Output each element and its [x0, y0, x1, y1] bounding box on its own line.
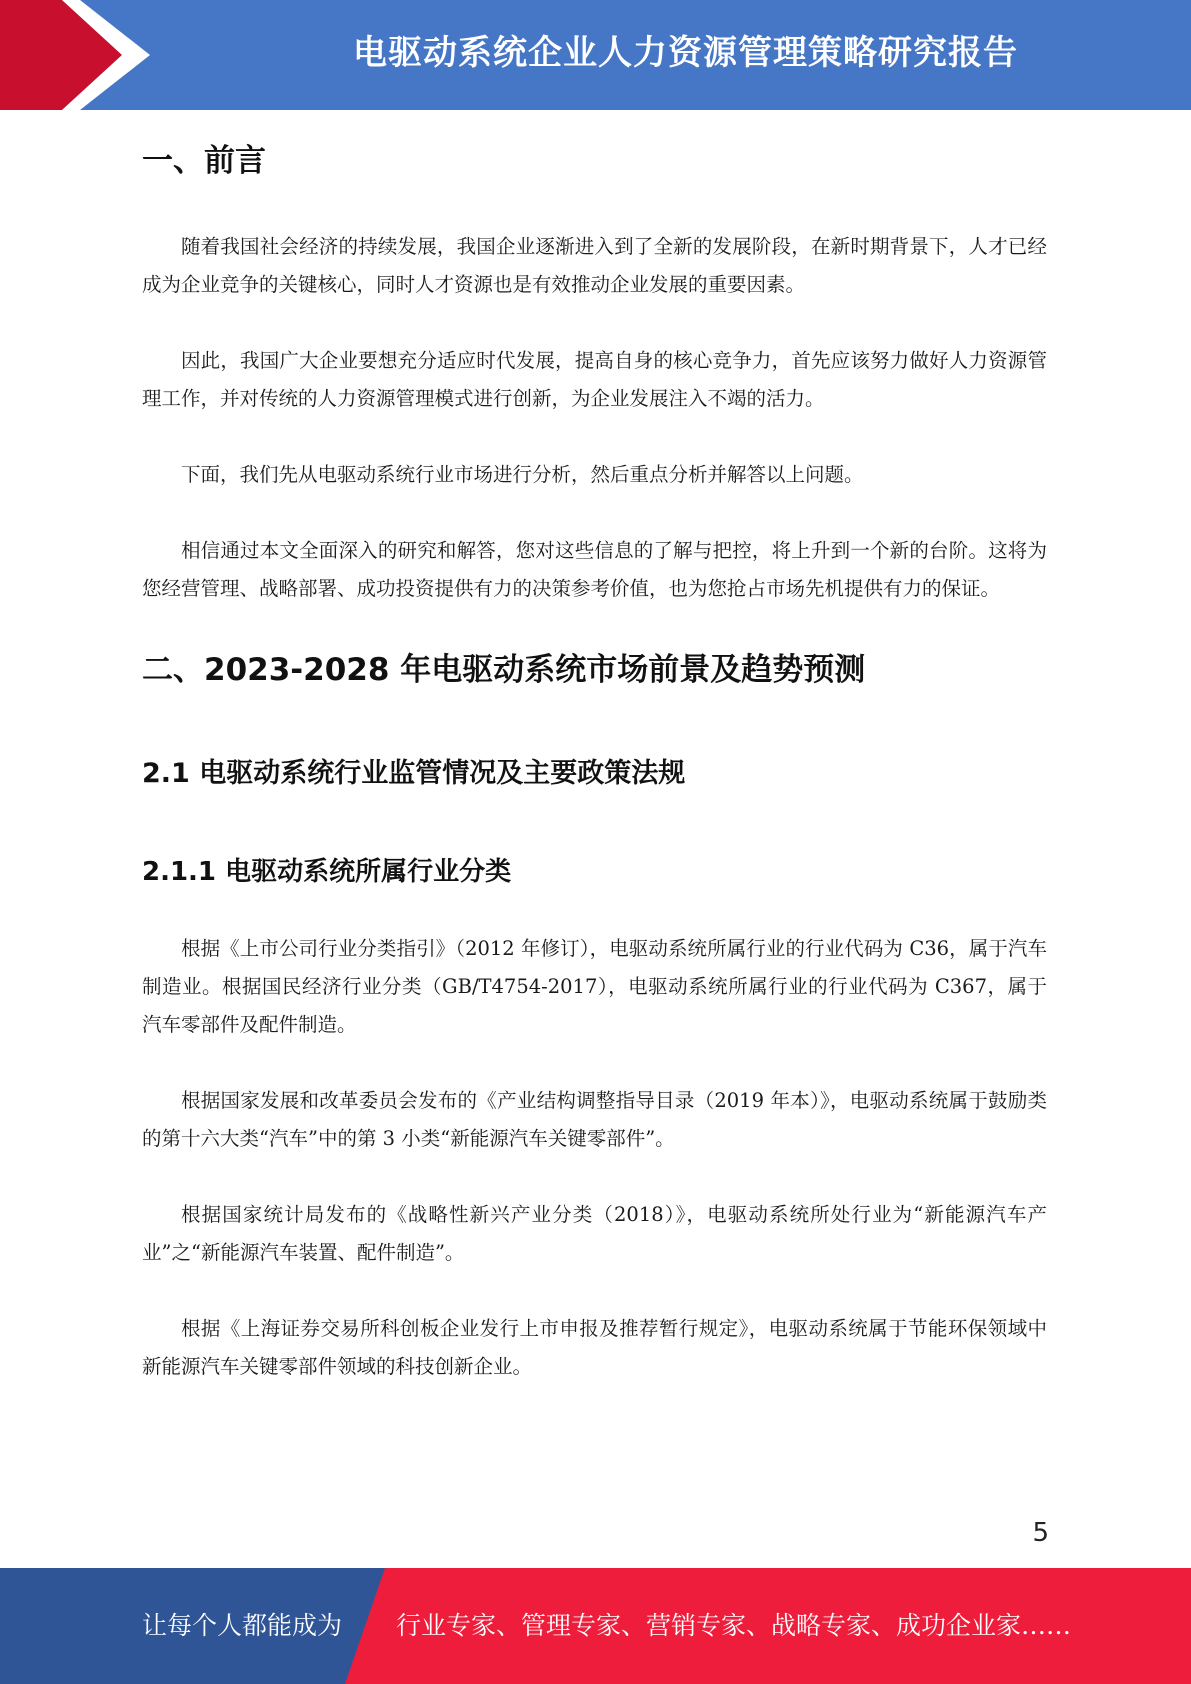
preface-paragraph-3: 下面，我们先从电驱动系统行业市场进行分析，然后重点分析并解答以上问题。 [181, 463, 864, 486]
document-body [142, 135, 1047, 1386]
subsection-heading-2-1: 2.1 电驱动系统行业监管情况及主要政策法规 [142, 758, 686, 789]
preface-paragraph-2: 因此，我国广大企业要想充分适应时代发展，提高自身的核心竞争力，首先应该努力做好人力资源管理工作，并对传统的人力资源管理模式进行创新，为企业发展注入不竭的活力。 [142, 349, 1047, 410]
section-heading-preface: 一、前言 [142, 143, 266, 179]
footer-slogan-left: 让每个人都能成为 [142, 1611, 343, 1640]
classification-paragraph-2: 根据国家发展和改革委员会发布的《产业结构调整指导目录（2019 年本）》，电驱动系统属于鼓励类的第十六大类“汽车”中的第 3 小类“新能源汽车关键零部件”。 [142, 1089, 1047, 1150]
preface-paragraph-1: 随着我国社会经济的持续发展，我国企业逐渐进入到了全新的发展阶段，在新时期背景下，人才已经成为企业竞争的关键核心，同时人才资源也是有效推动企业发展的重要因素。 [142, 235, 1047, 296]
page-number: 5 [1032, 1518, 1049, 1548]
classification-paragraph-1: 根据《上市公司行业分类指引》（2012 年修订），电驱动系统所属行业的行业代码为 C36，属于汽车制造业。根据国民经济行业分类（GB/T4754-2017），电驱动系统所属行业的行业代码为 C367，属于汽车零部件及配件制造。 [142, 937, 1047, 1036]
footer-banner [0, 1568, 1191, 1684]
subsection-heading-2-1-1: 2.1.1 电驱动系统所属行业分类 [142, 857, 512, 887]
section-heading-outlook: 二、2023-2028 年电驱动系统市场前景及趋势预测 [142, 652, 866, 688]
arrow-chevron-decoration [0, 0, 160, 110]
header-banner [0, 0, 1191, 110]
report-title: 电驱动系统企业人力资源管理策略研究报告 [353, 33, 1018, 73]
preface-paragraph-4: 相信通过本文全面深入的研究和解答，您对这些信息的了解与把控，将上升到一个新的台阶。这将为您经营管理、战略部署、成功投资提供有力的决策参考价值，也为您抢占市场先机提供有力的保证。 [142, 539, 1047, 600]
classification-paragraph-3: 根据国家统计局发布的《战略性新兴产业分类（2018）》，电驱动系统所处行业为“新能源汽车产业”之“新能源汽车装置、配件制造”。 [142, 1203, 1047, 1264]
footer-slogan-right: 行业专家、管理专家、营销专家、战略专家、成功企业家…… [396, 1611, 1072, 1640]
classification-paragraph-4: 根据《上海证券交易所科创板企业发行上市申报及推荐暂行规定》，电驱动系统属于节能环保领域中新能源汽车关键零部件领域的科技创新企业。 [142, 1317, 1047, 1378]
